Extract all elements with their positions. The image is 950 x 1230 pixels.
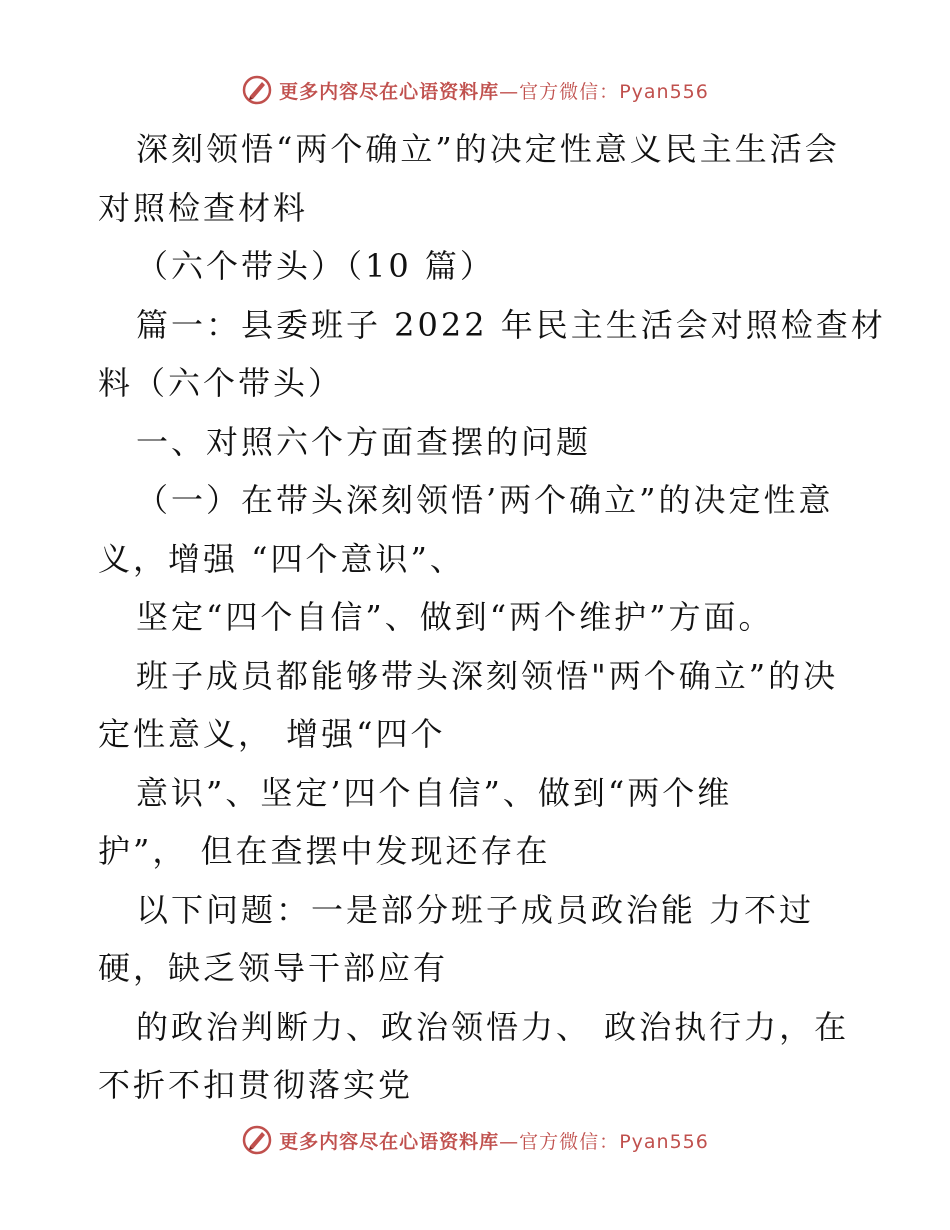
chapter-heading-line-2: 料（六个带头）	[98, 364, 344, 402]
paragraph-line: 不折不扣贯彻落实党	[98, 1066, 414, 1104]
watermark-wechat-label: 官方微信：	[519, 1130, 620, 1153]
watermark-wechat-label: 官方微信：	[519, 80, 620, 103]
doc-title-line-2: 对照检查材料	[98, 188, 309, 227]
watermark-site: 更多内容尽在心语资料库	[279, 1130, 500, 1153]
doc-subtitle: （六个带头）（10 篇）	[136, 247, 495, 285]
doc-title-line-1: 深刻领悟“两个确立”的决定性意义民主生活会	[136, 130, 840, 168]
footer-watermark-banner	[0, 1120, 950, 1160]
watermark-site: 更多内容尽在心语资料库	[279, 80, 500, 103]
subsection-heading-line-1: （一）在带头深刻领悟’两个确立”的决定性意	[136, 481, 834, 519]
watermark-separator: —	[499, 1130, 520, 1153]
subsection-heading-line-3: 坚定“四个自信”、做到“两个维护”方面。	[136, 598, 774, 636]
watermark-separator: —	[499, 80, 520, 103]
paragraph-line: 硬，缺乏领导干部应有	[98, 949, 449, 987]
paragraph-line: 定性意义， 增强“四个	[98, 715, 446, 753]
paragraph-line: 班子成员都能够带头深刻领悟"两个确立”的决	[136, 656, 839, 695]
watermark-wechat-id: Pyan556	[619, 1130, 709, 1153]
pen-logo-icon	[241, 74, 273, 106]
section-heading: 一、对照六个方面查摆的问题	[136, 422, 592, 461]
paragraph-line: 意识”、坚定’四个自信”、做到“两个维	[136, 773, 733, 812]
watermark-wechat-id: Pyan556	[619, 80, 709, 103]
chapter-heading-line-1: 篇一：县委班子 2022 年民主生活会对照检查材	[136, 305, 886, 344]
pen-logo-icon	[241, 1124, 273, 1156]
watermark-text	[279, 1127, 709, 1154]
paragraph-line: 护”， 但在查摆中发现还存在	[98, 832, 551, 870]
document-body	[98, 120, 886, 1115]
header-watermark-banner	[0, 70, 950, 110]
paragraph-line: 以下问题：一是部分班子成员政治能 力不过	[136, 890, 815, 929]
subsection-heading-line-2: 义，增强 “四个意识”、	[98, 539, 465, 578]
watermark-text	[279, 77, 709, 104]
paragraph-line: 的政治判断力、政治领悟力、 政治执行力，在	[136, 1007, 850, 1046]
